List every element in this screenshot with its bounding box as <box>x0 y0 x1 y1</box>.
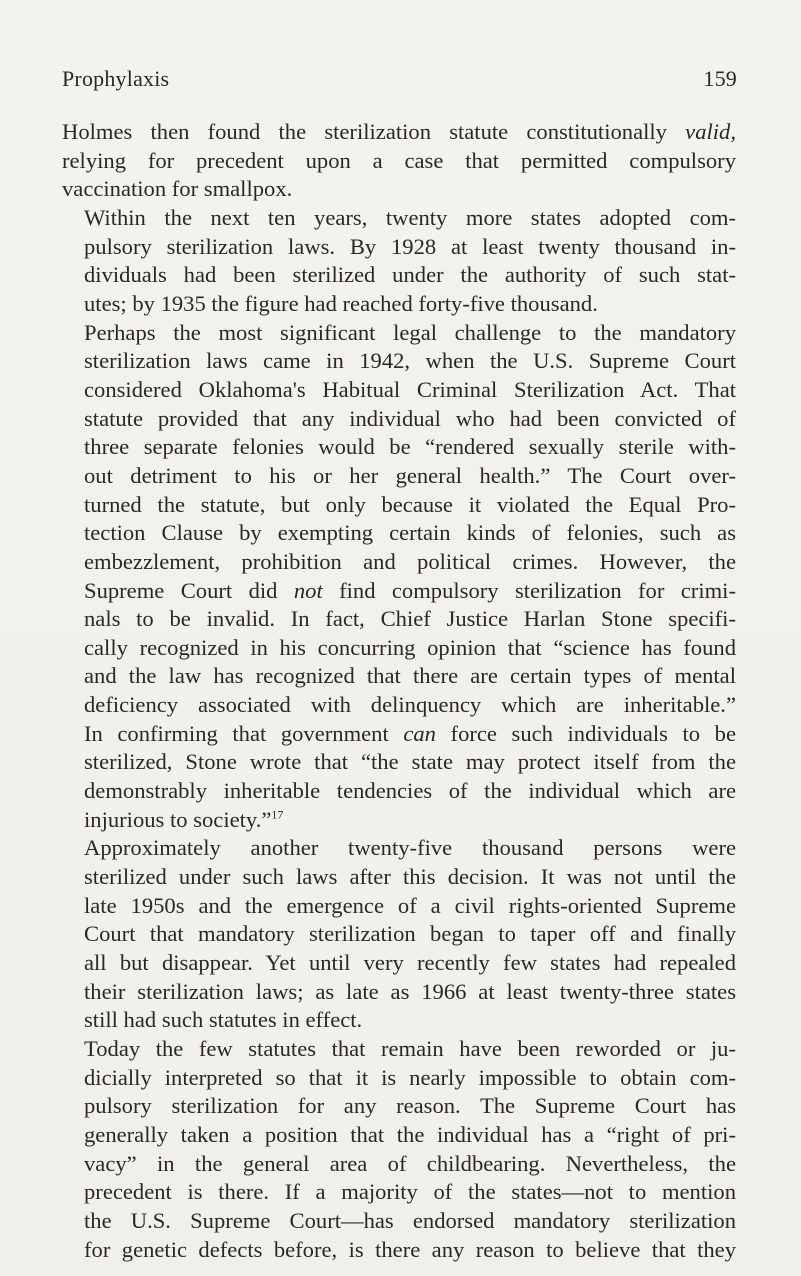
footnote-ref: utes; by 1935 the figure had reached forty-five thousand. <box>84 290 598 316</box>
paragraph <box>62 118 736 204</box>
text-line <box>62 175 736 204</box>
footnote-ref: considered Oklahoma's Habitual Criminal Sterilization Act. That <box>84 376 736 402</box>
text-line <box>62 748 736 777</box>
footnote-ref: vacy” in the general area of childbearing. Nevertheless, the <box>84 1150 736 1176</box>
text-line <box>62 204 736 233</box>
text-line <box>62 920 736 949</box>
text-line <box>62 261 736 290</box>
footnote-ref: pulsory sterilization for any reason. The Supreme Court has <box>84 1093 736 1119</box>
text-line <box>62 1150 736 1179</box>
footnote-ref: all but disappear. Yet until very recently few states had repealed <box>84 950 736 976</box>
text-line <box>62 147 736 176</box>
footnote-ref: nals to be invalid. In fact, Chief Justice Harlan Stone specifi- <box>84 606 736 632</box>
text-line <box>62 1207 736 1236</box>
footnote-ref: In confirming that government <box>84 720 404 746</box>
footnote-ref: demonstrably inheritable tendencies of the individual which are <box>84 778 736 804</box>
footnote-ref: relying for precedent upon a case that permitted compulsory <box>62 147 736 173</box>
text-line <box>62 892 736 921</box>
footnote-ref: their sterilization laws; as late as 1966 at least twenty-three states <box>84 978 736 1004</box>
footnote-ref: statute provided that any individual who had been convicted of <box>84 405 736 431</box>
footnote-ref: cally recognized in his concurring opinion that “science has found <box>84 634 736 660</box>
text-line <box>62 290 736 319</box>
footnote-ref: late 1950s and the emergence of a civil rights-oriented Supreme <box>84 892 736 918</box>
text-line <box>62 605 736 634</box>
footnote-ref: still had such statutes in effect. <box>84 1007 363 1033</box>
text-line <box>62 634 736 663</box>
text-line <box>62 462 736 491</box>
paragraph <box>62 204 736 319</box>
footnote-ref: the U.S. Supreme Court—has endorsed mandatory sterilization <box>84 1207 736 1233</box>
text-line <box>62 806 736 835</box>
text-line <box>62 405 736 434</box>
italic-text: not <box>293 577 323 603</box>
text-line <box>62 376 736 405</box>
footnote-ref: 17 <box>271 807 284 822</box>
paragraph <box>62 1035 736 1264</box>
text-line <box>62 577 736 606</box>
paragraph <box>62 834 736 1035</box>
footnote-ref: Approximately another twenty-five thousand persons were <box>84 835 736 861</box>
text-line <box>62 491 736 520</box>
chapter-title: Prophylaxis <box>62 66 170 91</box>
text-line <box>62 777 736 806</box>
footnote-ref: generally taken a position that the individual has a “right of pri- <box>84 1121 736 1147</box>
text-line <box>62 1121 736 1150</box>
footnote-ref: Perhaps the most significant legal challenge to the mandatory <box>84 319 736 345</box>
text-line <box>62 1064 736 1093</box>
footnote-ref: Holmes then found the sterilization statute constitutionally <box>62 119 686 144</box>
footnote-ref: out detriment to his or her general health.” The Court over- <box>84 462 736 488</box>
footnote-ref: Court that mandatory sterilization began to taper off and finally <box>84 921 736 947</box>
text-line <box>62 118 736 147</box>
footnote-ref: force such individuals to be <box>435 720 737 746</box>
footnote-ref: pulsory sterilization laws. By 1928 at least twenty thousand in- <box>84 233 736 259</box>
footnote-ref: precedent is there. If a majority of the states—not to mention <box>84 1179 736 1205</box>
running-head <box>62 66 737 100</box>
footnote-ref: sterilized under such laws after this decision. It was not until the <box>84 864 736 890</box>
footnote-ref: injurious to society.” <box>84 806 272 832</box>
footnote-ref: turned the statute, but only because it violated the Equal Pro- <box>84 491 736 517</box>
text-line <box>62 233 736 262</box>
footnote-ref: embezzlement, prohibition and political crimes. However, the <box>84 548 736 574</box>
footnote-ref: find compulsory sterilization for crimi- <box>322 577 736 603</box>
text-line <box>62 519 736 548</box>
footnote-ref: and the law has recognized that there are certain types of mental <box>84 663 736 689</box>
footnote-ref: tection Clause by exempting certain kinds of felonies, such as <box>84 520 736 546</box>
footnote-ref: for genetic defects before, is there any reason to believe that they <box>84 1236 736 1262</box>
text-line <box>62 949 736 978</box>
footnote-ref: Today the few statutes that remain have been reworded or ju- <box>84 1036 736 1061</box>
text-line <box>62 433 736 462</box>
footnote-ref: vaccination for smallpox. <box>62 176 293 202</box>
footnote-ref: sterilization laws came in 1942, when the U.S. Supreme Court <box>84 348 736 374</box>
footnote-ref: Supreme Court did <box>84 577 294 603</box>
footnote-ref: dividuals had been sterilized under the authority of such stat- <box>84 262 736 288</box>
text-line <box>62 863 736 892</box>
footnote-ref: sterilized, Stone wrote that “the state may protect itself from the <box>84 749 736 775</box>
footnote-ref: three separate felonies would be “rendered sexually sterile with- <box>84 434 736 460</box>
italic-text: valid, <box>685 119 736 144</box>
text-line <box>62 691 736 720</box>
text-line <box>62 834 736 863</box>
text-line <box>62 548 736 577</box>
text-line <box>62 319 736 348</box>
page-number: 159 <box>703 66 737 91</box>
text-line <box>62 1035 736 1064</box>
italic-text: can <box>403 720 436 746</box>
footnote-ref: deficiency associated with delinquency which are inheritable.” <box>84 692 736 718</box>
text-line <box>62 1006 736 1035</box>
footnote-ref: Within the next ten years, twenty more states adopted com- <box>84 204 736 230</box>
text-line <box>62 1236 736 1265</box>
text-line <box>62 720 736 749</box>
footnote-ref: dicially interpreted so that it is nearly impossible to obtain com- <box>84 1064 736 1090</box>
body-text <box>62 118 736 1264</box>
text-line <box>62 978 736 1007</box>
text-line <box>62 662 736 691</box>
text-line <box>62 1092 736 1121</box>
text-line <box>62 1178 736 1207</box>
text-line <box>62 347 736 376</box>
paragraph <box>62 319 736 835</box>
